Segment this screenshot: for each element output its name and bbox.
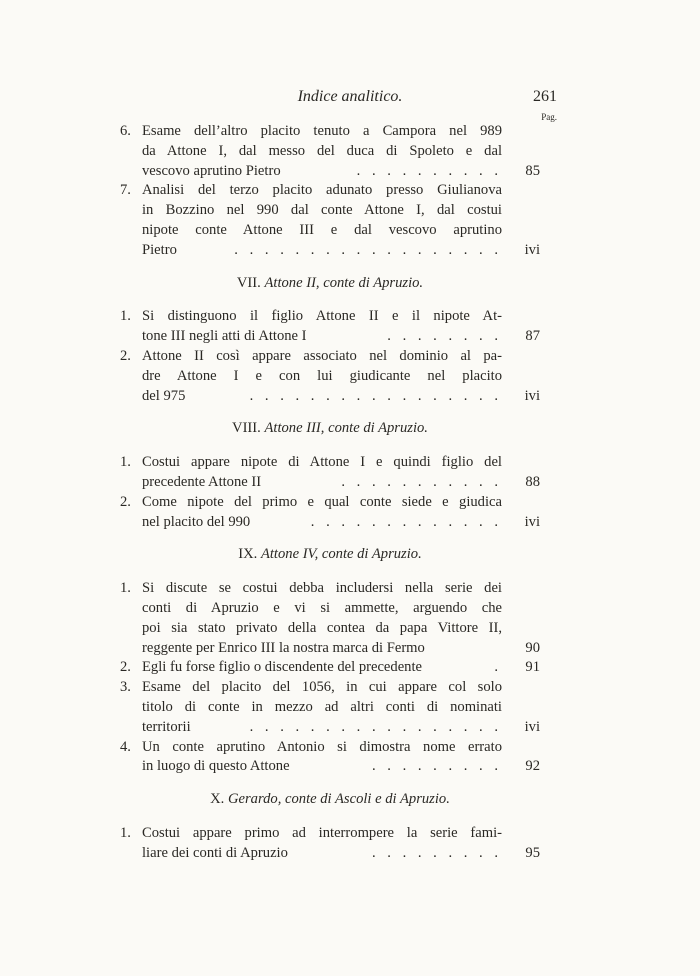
entry-text: da Attone I, dal messo del duca di Spoleto e dal	[142, 142, 502, 159]
entry-line	[120, 599, 540, 619]
running-title: Indice analitico.	[297, 88, 403, 105]
page-reference: 95	[525, 844, 540, 861]
leader-dots: . . . . . . . . .	[371, 758, 502, 775]
page-reference: ivi	[524, 513, 540, 530]
leader-dots: . . . . . . . .	[387, 328, 502, 345]
entry-text: territorii	[142, 718, 191, 735]
entry-line	[120, 698, 540, 718]
leader-dots: . . . . . . . . . . . . .	[310, 513, 502, 530]
entry-text: poi sia stato privato della contea da papa Vittore II,	[142, 619, 502, 636]
page-reference: 91	[525, 659, 540, 676]
entry-text: Costui appare primo ad interrompere la serie fami-	[142, 824, 502, 841]
entries-group	[120, 122, 540, 261]
entry-line	[120, 181, 540, 201]
entry-text: Analisi del terzo placito adunato presso Giulianova	[142, 182, 502, 199]
entry-line	[120, 221, 540, 241]
section-numeral: IX.	[238, 546, 258, 563]
index-entry	[120, 181, 540, 260]
entry-number: 7.	[120, 182, 131, 199]
entry-text: Come nipote del primo e qual conte siede e giudica	[142, 493, 502, 510]
entry-number: 1.	[120, 580, 131, 597]
entry-line	[120, 619, 540, 639]
entry-text: Costui appare nipote di Attone I e quindi figlio del	[142, 454, 502, 471]
index-entry	[120, 678, 540, 737]
entry-line	[120, 387, 540, 407]
entry-number: 4.	[120, 738, 131, 755]
entry-line	[120, 347, 540, 367]
entries-group	[120, 307, 540, 406]
entry-text: precedente Attone II	[142, 473, 262, 490]
entry-line	[120, 162, 540, 182]
entry-text: Esame dell’altro placito tenuto a Campora nel 989	[142, 123, 502, 139]
entry-line	[120, 513, 540, 533]
page-reference: ivi	[524, 387, 540, 404]
entry-number: 2.	[120, 659, 131, 676]
section-heading-viii	[120, 419, 540, 439]
entry-text: Si distinguono il figlio Attone II e il nipote At-	[142, 308, 502, 325]
index-entry	[120, 307, 540, 347]
entry-line	[120, 142, 540, 162]
leader-dots: . . . . . . . . . . . . . . . . .	[249, 718, 502, 735]
index-entry	[120, 579, 540, 658]
page-reference: 87	[525, 328, 540, 345]
entry-line	[120, 678, 540, 698]
leader-dots: . . . . . . . . . .	[356, 162, 502, 179]
page-reference: ivi	[524, 718, 540, 735]
entry-text: conti di Apruzio e vi si ammette, arguendo che	[142, 599, 502, 616]
index-entry	[120, 122, 540, 181]
section-numeral: VII.	[236, 274, 261, 291]
leader-dots: . . . . . . . . . . . . . . . . . .	[234, 241, 502, 258]
leader-dots: . . . . . . . . .	[371, 844, 502, 861]
entry-text: Pietro	[142, 241, 177, 258]
leader-dots: .	[494, 659, 502, 676]
section-title: Attone IV, conte di Apruzio.	[260, 546, 422, 563]
entry-text: Attone II così appare associato nel dominio al pa-	[142, 347, 502, 364]
entry-number: 2.	[120, 347, 131, 364]
leader-dots: . . . . . . . . . . . . . . . . .	[249, 387, 502, 404]
entry-number: 6.	[120, 123, 131, 139]
entry-text: in luogo di questo Attone	[142, 758, 290, 775]
entry-line	[120, 757, 540, 777]
index-entry	[120, 824, 540, 864]
index-entry	[120, 493, 540, 533]
entry-number: 3.	[120, 679, 131, 696]
page-reference: 88	[525, 473, 540, 490]
section-title: Attone III, conte di Apruzio.	[264, 420, 428, 437]
entry-text: Un conte aprutino Antonio si dimostra nome errato	[142, 738, 502, 755]
entry-text: nipote conte Attone III e dal vescovo aprutino	[142, 221, 502, 238]
page-reference: ivi	[524, 241, 540, 258]
running-head	[0, 88, 700, 110]
section-numeral: X.	[210, 791, 225, 808]
entries-group	[120, 579, 540, 777]
entry-line	[120, 241, 540, 261]
entries-group	[120, 453, 540, 532]
entry-text: in Bozzino nel 990 dal conte Attone I, dal costui	[142, 202, 502, 219]
entry-line	[120, 201, 540, 221]
entry-text: reggente per Enrico III la nostra marca di Fermo	[142, 639, 425, 656]
entry-line	[120, 473, 540, 493]
entry-text: vescovo aprutino Pietro	[142, 162, 281, 179]
index-content	[120, 122, 540, 864]
entry-text: Si discute se costui debba includersi nella serie dei	[142, 580, 502, 597]
entry-line	[120, 658, 540, 678]
entry-line	[120, 327, 540, 347]
section-title: Gerardo, conte di Ascoli e di Apruzio.	[227, 791, 450, 808]
entry-line	[120, 824, 540, 844]
entry-text: liare dei conti di Apruzio	[142, 844, 288, 861]
entry-number: 1.	[120, 308, 131, 325]
section-title: Attone II, conte di Apruzio.	[264, 274, 424, 291]
entry-line	[120, 639, 540, 659]
entry-text: titolo di conte in mezzo ad altri conti di nominati	[142, 698, 502, 715]
index-entry	[120, 347, 540, 406]
pag-label: Pag.	[541, 112, 557, 122]
page-reference: 85	[525, 162, 540, 179]
entry-text: del 975	[142, 387, 186, 404]
entry-line	[120, 493, 540, 513]
entry-number: 1.	[120, 454, 131, 471]
entry-number: 1.	[120, 824, 131, 841]
section-numeral: VIII.	[232, 420, 261, 437]
entry-text: tone III negli atti di Attone I	[142, 328, 307, 345]
index-entry	[120, 453, 540, 493]
entry-text: Esame del placito del 1056, in cui appare col solo	[142, 679, 502, 696]
entry-text: Egli fu forse figlio o discendente del precedente	[142, 659, 423, 676]
entry-line	[120, 122, 540, 142]
page-reference: 92	[525, 758, 540, 775]
entry-line	[120, 718, 540, 738]
section-heading-ix	[120, 545, 540, 565]
entry-line	[120, 367, 540, 387]
entry-line	[120, 579, 540, 599]
section-heading-vii	[120, 274, 540, 294]
entry-line	[120, 738, 540, 758]
entry-text: dre Attone I e con lui giudicante nel placito	[142, 367, 502, 384]
entry-line	[120, 844, 540, 864]
page-reference: 90	[525, 639, 540, 656]
entries-group	[120, 824, 540, 864]
leader-dots: . . . . . . . . . . .	[341, 473, 502, 490]
page-number: 261	[533, 88, 557, 105]
index-entry	[120, 658, 540, 678]
index-entry	[120, 738, 540, 778]
entry-text: nel placito del 990	[142, 513, 251, 530]
section-heading-x	[120, 790, 540, 810]
entry-line	[120, 453, 540, 473]
entry-number: 2.	[120, 493, 131, 510]
entry-line	[120, 307, 540, 327]
